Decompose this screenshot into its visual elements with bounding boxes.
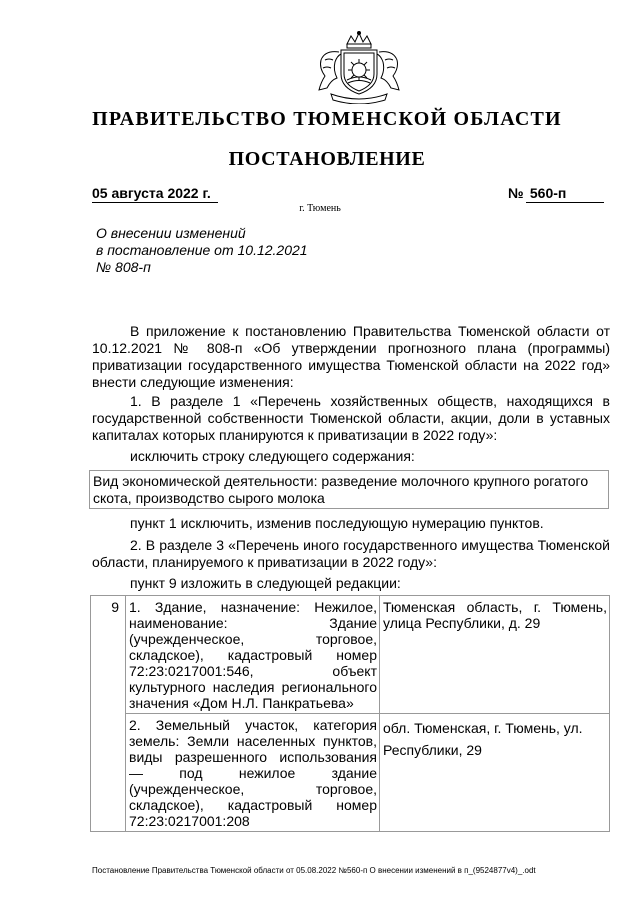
property-address: обл. Тюменская, г. Тюмень, ул. Республики, 29 [380, 714, 610, 832]
intro-paragraph: В приложение к постановлению Правительства Тюменской области от 10.12.2021 № 808-п «Об утверждении прогнозного плана (программы) приватизации государственного имущества Тюменской области на 2022 год» внести следующие изменения: [92, 323, 610, 390]
subject-line: в постановление от 10.12.2021 [96, 242, 308, 258]
excluded-row-cell: Вид экономической деятельности: разведение молочного крупного рогатого скота, производство сырого молока [90, 471, 609, 509]
number-sign: № [508, 185, 524, 201]
subject-line: О внесении изменений [96, 225, 246, 241]
document-date: 05 августа 2022 г. [92, 185, 218, 203]
document-number: 560-п [526, 185, 604, 203]
exclude-row-paragraph: исключить строку следующего содержания: [130, 448, 415, 464]
item2-point-paragraph: пункт 9 изложить в следующей редакции: [130, 575, 401, 591]
government-title: ПРАВИТЕЛЬСТВО ТЮМЕНСКОЙ ОБЛАСТИ [92, 108, 562, 130]
subject-line: № 808-п [96, 259, 151, 275]
table-row [91, 596, 610, 714]
excluded-row-table [89, 470, 609, 509]
coat-of-arms-icon [311, 30, 407, 104]
footer-file-name: Постановление Правительства Тюменской области от 05.08.2022 №560-п О внесении изменений в п_(9524877v4)_.odt [92, 866, 536, 875]
item2-paragraph: 2. В разделе 3 «Перечень иного государственного имущества Тюменской области, планируемого к приватизации в 2022 году»: [92, 537, 610, 570]
property-address: Тюменская область, г. Тюмень, улица Республики, д. 29 [380, 596, 610, 714]
city: г. Тюмень [299, 203, 341, 214]
document-type: ПОСТАНОВЛЕНИЕ [228, 148, 426, 170]
property-description: 2. Земельный участок, категория земель: Земли населенных пунктов, виды разрешенного использования — под нежилое здание (учрежденческое, торговое, складское), кадастровый номер 72:23:0217001:208 [126, 714, 380, 832]
item1-paragraph: 1. В разделе 1 «Перечень хозяйственных обществ, находящихся в государственной собственности Тюменской области, акции, доли в уставных капиталах которых планируются к приватизации в 2022 году»: [92, 393, 610, 443]
table-row [91, 714, 610, 832]
item-number: 9 [91, 596, 126, 832]
property-table [90, 595, 610, 832]
item1-point-paragraph: пункт 1 исключить, изменив последующую нумерацию пунктов. [130, 515, 544, 531]
property-description: 1. Здание, назначение: Нежилое, наименование: Здание (учрежденческое, торговое, складское), кадастровый номер 72:23:0217001:546, объект культурного наследия регионального значения «Дом Н.Л. Панкратьева» [126, 596, 380, 714]
document-subject [96, 225, 308, 276]
